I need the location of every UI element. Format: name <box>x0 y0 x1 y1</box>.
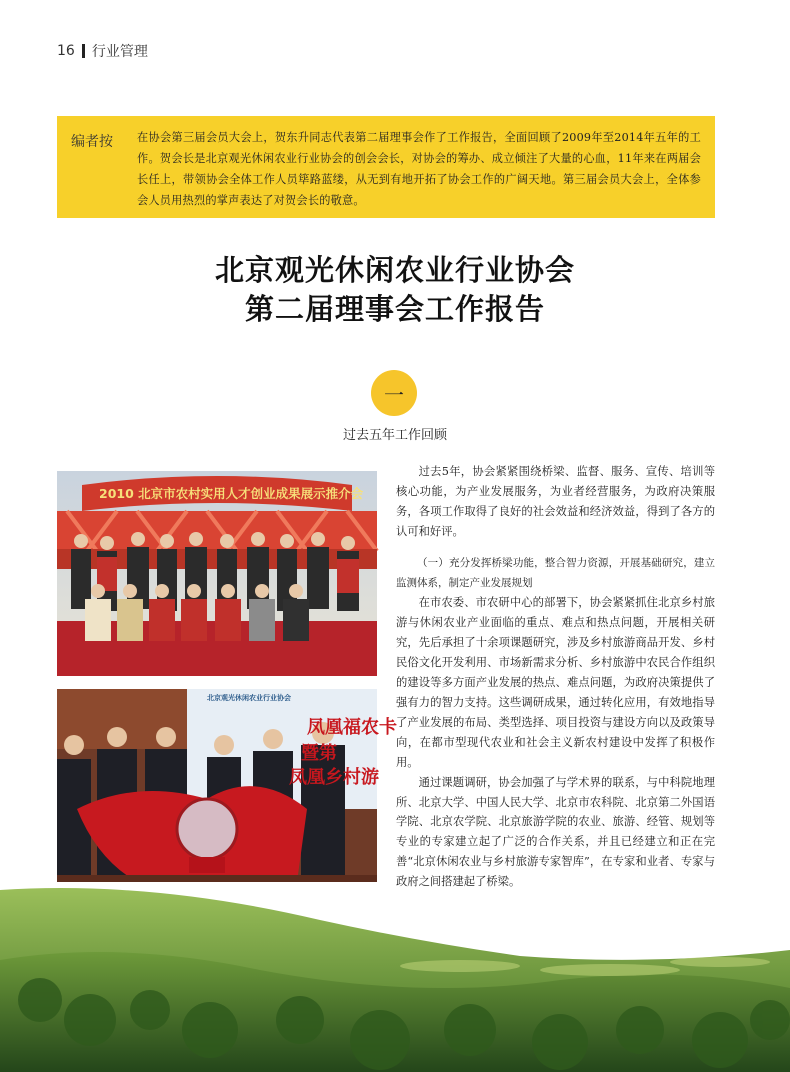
body-text-column <box>396 462 715 892</box>
page-number: 16 <box>57 43 75 59</box>
article-title-line1: 北京观光休闲农业行业协会 <box>214 253 575 287</box>
editor-note-box <box>57 116 715 218</box>
body-paragraph-3: 通过课题调研，协会加强了与学术界的联系，与中科院地理所、北京大学、中国人民大学、北京市农科院、北京第二外国语学院、北京农学院、北京旅游学院的农业、旅游、经管、规划等专业的专家建立起了广泛的合作关系，并且已经建立和正在完善“北京休闲农业与乡村旅游专家智库”，在专家和业者、专家与政府之间搭建起了桥梁。 <box>396 775 715 889</box>
editor-note-label: 编者按 <box>71 134 113 150</box>
photo2-banner-line2: 暨第 <box>301 743 337 764</box>
section-name: 行业管理 <box>91 44 148 60</box>
body-paragraph-2: 在市农委、市农研中心的部署下，协会紧紧抓住北京乡村旅游与休闲农业产业面临的重点、难点和热点问题，开展相关研究，先后承担了十余项课题研究，涉及乡村旅游商品开发、乡村民俗文化开发利用、市场新需求分析、乡村旅游中农民合作组织的建设等多方面产业发展的热点、难点问题，为政府决策提供了强有力的智力支持。这些调研成果，通过转化应用，有效地指导了产业发展的布局、类型选择、项目投资与建设方向以及政策导向，在都市型现代农业和社会主义新农村建设中发挥了积极作用。 <box>396 596 715 769</box>
editor-note-text: 在协会第三届会员大会上，贺东升同志代表第二届理事会作了工作报告，全面回顾了2009年至2014年五年的工作。贺会长是北京观光休闲农业行业协会的创会会长，对协会的筹办、成立倾注了大量的心血，11年来在两届会长任上，带领协会全体工作人员筚路蓝缕，从无到有地开拓了协会工作的广阔天地。第三届会员大会上，全体参会人员用热烈的掌声表达了对贺会长的敬意。 <box>137 131 701 207</box>
header-divider <box>82 44 85 58</box>
group-photo <box>57 471 377 676</box>
page-header <box>57 40 148 62</box>
photo2-banner-line3: 凤凰乡村游 <box>289 767 379 788</box>
section-number-badge <box>371 370 417 416</box>
ceremony-photo <box>57 689 397 882</box>
subsection-heading-1: （一）充分发挥桥梁功能，整合智力资源，开展基础研究，建立监测体系，制定产业发展规划 <box>396 556 715 589</box>
section-heading: 过去五年工作回顾 <box>342 428 447 443</box>
body-paragraph-1: 过去5年，协会紧紧围绕桥梁、监督、服务、宣传、培训等核心功能，为产业发展服务，为业者经营服务，为政府决策服务，各项工作取得了良好的社会效益和经济效益，得到了各方的认可和好评。 <box>396 465 715 538</box>
section-number: 一 <box>384 382 404 407</box>
article-title-line2: 第二届理事会工作报告 <box>244 292 545 326</box>
photo2-banner-line1: 凤凰福农卡 <box>307 717 397 738</box>
landscape-decoration <box>0 870 790 1072</box>
photo1-banner-text: 2010 北京市农村实用人才创业成果展示推介会 <box>99 486 364 501</box>
photo2-banner-small: 北京观光休闲农业行业协会 <box>207 694 291 702</box>
